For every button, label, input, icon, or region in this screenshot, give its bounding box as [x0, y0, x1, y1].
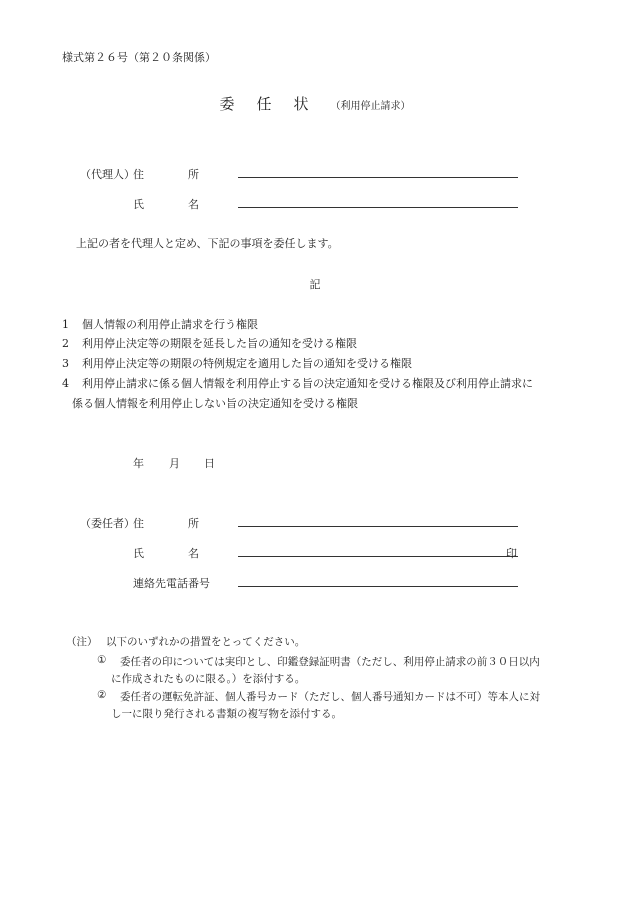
note-item-1-line2: に作成されたものに限る。）を添付する。: [111, 673, 306, 685]
note-item-1-line1: 委任者の印については実印とし、印鑑登録証明書（ただし、利用停止請求の前３０日以内: [120, 656, 540, 668]
principal-address-field[interactable]: [238, 526, 518, 527]
note-item-2-line2: し一に限り発行される書類の複写物を添付する。: [111, 708, 342, 720]
date-month-label: 月: [169, 457, 180, 470]
note-intro: 以下のいずれかの措置をとってください。: [106, 636, 306, 648]
item-text: 利用停止請求に係る個人情報を利用停止する旨の決定通知を受ける権限及び利用停止請求に: [82, 377, 533, 390]
item-number: 1: [62, 318, 69, 331]
seal-mark: 印: [506, 547, 517, 560]
date-year-label: 年: [133, 457, 144, 470]
kigo-heading: 記: [309, 278, 321, 291]
agent-role-label: （代理人）: [80, 168, 135, 181]
agent-name-field[interactable]: [238, 207, 518, 208]
principal-role-label: （委任者）: [80, 517, 135, 530]
title-sub: （利用停止請求）: [330, 101, 411, 112]
agent-address-field[interactable]: [238, 177, 518, 178]
item-number: 2: [62, 337, 69, 350]
item-number: 4: [62, 377, 69, 390]
item-text: 個人情報の利用停止請求を行う権限: [82, 318, 258, 331]
note-item-2-line1: 委任者の運転免許証、個人番号カード（ただし、個人番号通知カードは不可）等本人に対: [120, 691, 540, 703]
authority-item-4-continued: 係る個人情報を利用停止しない旨の決定通知を受ける権限: [72, 397, 358, 410]
document-title: [0, 93, 630, 114]
authority-item-3: [62, 355, 412, 371]
authority-item-4: [62, 375, 533, 391]
principal-name-label: 氏 名: [133, 547, 199, 560]
authority-item-1: [62, 316, 258, 332]
principal-name-field[interactable]: [238, 556, 518, 557]
title-main: 委任状: [219, 95, 331, 113]
date-day-label: 日: [204, 457, 215, 470]
agent-name-label: 氏 名: [133, 198, 199, 211]
intro-text: 上記の者を代理人と定め、下記の事項を委任します。: [76, 237, 339, 250]
principal-phone-field[interactable]: [238, 586, 518, 587]
principal-address-label: 住 所: [133, 517, 199, 530]
item-text: 利用停止決定等の期限を延長した旨の通知を受ける権限: [82, 337, 357, 350]
principal-phone-label: 連絡先電話番号: [133, 577, 210, 590]
agent-address-label: 住 所: [133, 168, 199, 181]
note-label: （注）: [66, 636, 98, 648]
item-number: 3: [62, 357, 69, 370]
note-item-2-mark: ②: [97, 689, 107, 701]
authority-item-2: [62, 335, 357, 351]
note-item-1-mark: ①: [97, 654, 107, 666]
form-number: 様式第２６号（第２０条関係）: [62, 51, 216, 64]
item-text: 利用停止決定等の期限の特例規定を適用した旨の通知を受ける権限: [82, 357, 412, 370]
